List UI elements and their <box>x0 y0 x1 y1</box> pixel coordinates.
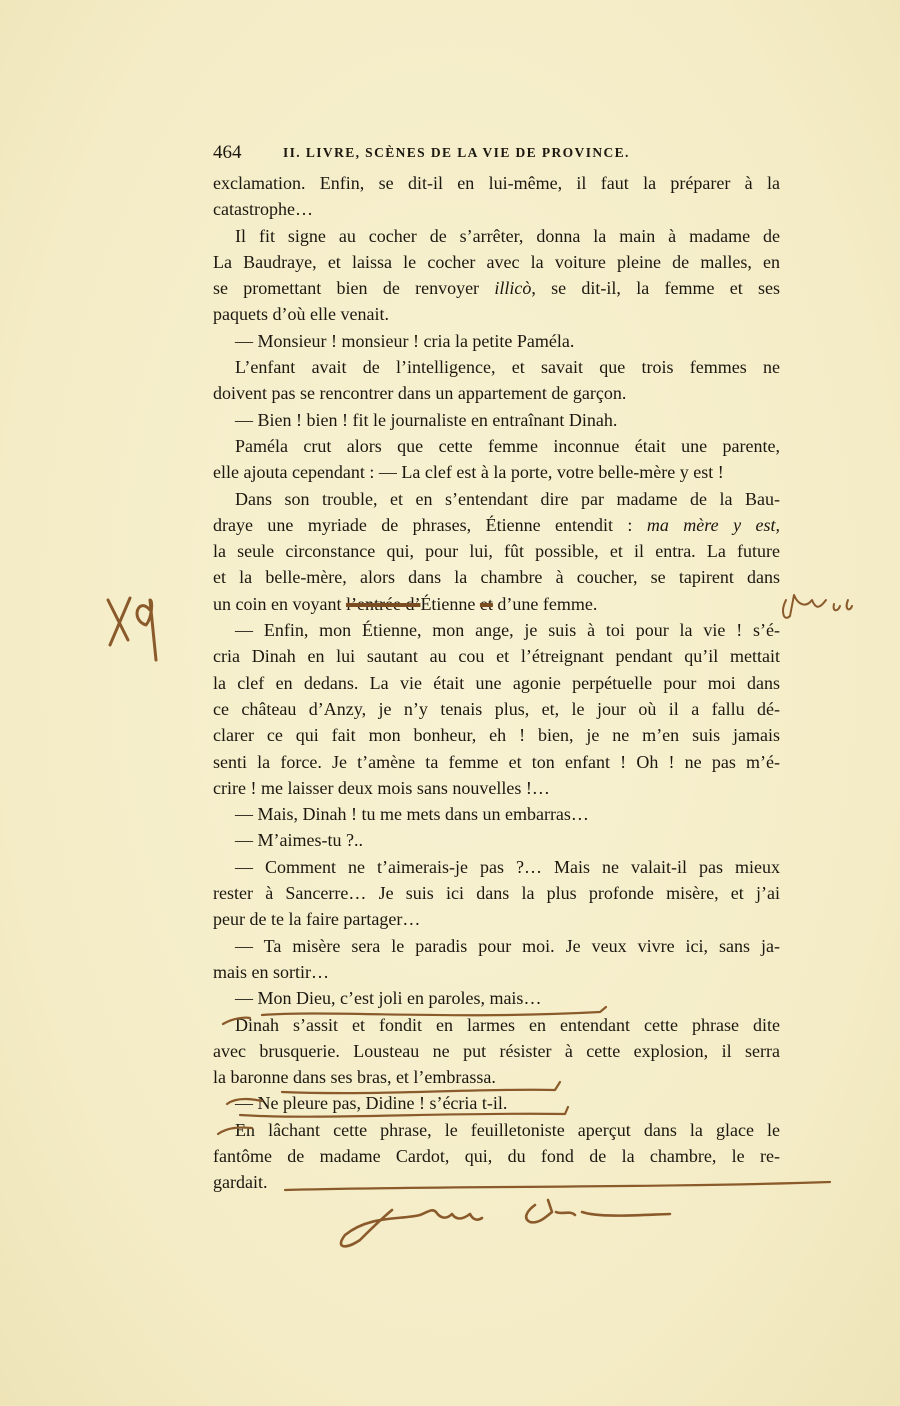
text-span: — Mon Dieu, c’est joli en paroles, mais… <box>235 988 542 1009</box>
page-number: 464 <box>213 142 242 163</box>
text-line <box>213 985 780 1011</box>
margin-mark-right <box>783 595 852 618</box>
text-line <box>213 1012 780 1038</box>
text-line <box>213 564 780 590</box>
text-span: En lâchant cette phrase, le feuilletoniste aperçut dans la glace le <box>235 1119 780 1140</box>
text-span: — Mais, Dinah ! tu me mets dans un embarras… <box>235 804 589 825</box>
struck-text: l’entrée d’ <box>345 593 421 614</box>
text-line <box>213 380 780 406</box>
text-line <box>213 959 780 985</box>
text-span: et la belle-mère, alors dans la chambre à coucher, se tapirent dans <box>213 567 780 588</box>
text-span: Dans son trouble, et en s’entendant dire par madame de la Bau- <box>235 488 780 509</box>
text-line <box>213 1064 780 1090</box>
text-span: — M’aimes-tu ?.. <box>235 830 363 851</box>
text-line <box>213 301 780 327</box>
text-line <box>213 933 780 959</box>
text-line <box>213 486 780 512</box>
text-span: — Bien ! bien ! fit le journaliste en entraînant Dinah. <box>235 409 618 430</box>
text-line <box>213 591 780 617</box>
text-span: senti la force. Je t’amène ta femme et ton enfant ! Oh ! ne pas m’é- <box>213 751 780 772</box>
text-span: Paméla crut alors que cette femme inconnue était une parente, <box>235 435 780 456</box>
text-line <box>213 1143 780 1169</box>
text-span: gardait. <box>213 1172 268 1193</box>
text-line <box>213 1117 780 1143</box>
text-span: elle ajouta cependant : — La clef est à la porte, votre belle-mère y est ! <box>213 462 724 483</box>
text-span: la baronne dans ses bras, et l’embrassa. <box>213 1067 496 1088</box>
text-line <box>213 196 780 222</box>
text-line <box>213 170 780 196</box>
text-line <box>213 223 780 249</box>
text-line <box>213 407 780 433</box>
text-span: exclamation. Enfin, se dit-il en lui-même, il faut la préparer à la <box>213 173 780 193</box>
text-line <box>213 538 780 564</box>
text-line <box>213 827 780 853</box>
text-line <box>213 1169 780 1195</box>
text-span: se promettant bien de renvoyer <box>213 278 495 299</box>
text-span: la seule circonstance qui, pour lui, fût possible, et il entra. La future <box>213 541 780 562</box>
text-span: draye une myriade de phrases, Étienne entendit : <box>213 514 647 535</box>
running-head: II. LIVRE, SCÈNES DE LA VIE DE PROVINCE. <box>283 145 630 160</box>
text-span: — Ne pleure pas, Didine ! s’écria t-il. <box>235 1093 508 1114</box>
text-span: clarer ce qui fait mon bonheur, eh ! bien, je ne m’en suis jamais <box>213 725 780 746</box>
text-line <box>213 354 780 380</box>
text-span: peur de te la faire partager… <box>213 909 421 930</box>
text-span: d’une femme. <box>492 593 598 614</box>
text-span: — Enfin, mon Étienne, mon ange, je suis à toi pour la vie ! s’é- <box>235 620 780 641</box>
text-span: paquets d’où elle venait. <box>213 304 389 325</box>
text-line <box>213 328 780 354</box>
text-line <box>213 906 780 932</box>
italic-text: ma mère y est, <box>646 514 780 535</box>
text-line <box>213 722 780 748</box>
text-span: crire ! me laisser deux mois sans nouvelles !… <box>213 777 550 798</box>
text-span: — Monsieur ! monsieur ! cria la petite Paméla. <box>235 330 575 351</box>
text-line <box>213 249 780 275</box>
text-line <box>213 512 780 538</box>
text-span: , se dit-il, la femme et ses <box>531 278 780 299</box>
page-header <box>213 142 783 166</box>
text-span: avec brusquerie. Lousteau ne put résister à cette explosion, il serra <box>213 1040 780 1061</box>
text-line <box>213 459 780 485</box>
text-span: Dinah s’assit et fondit en larmes en entendant cette phrase dite <box>235 1014 780 1035</box>
text-span: catastrophe… <box>213 199 313 220</box>
text-span: mais en sortir… <box>213 961 329 982</box>
text-line <box>213 433 780 459</box>
text-line <box>213 275 780 301</box>
body-text <box>213 170 780 1196</box>
text-line <box>213 1090 780 1116</box>
text-span: L’enfant avait de l’intelligence, et savait que trois femmes ne <box>235 357 780 378</box>
text-line <box>213 696 780 722</box>
struck-text: et <box>479 593 493 614</box>
text-span: Étienne <box>420 593 480 614</box>
text-span: rester à Sancerre… Je suis ici dans la plus profonde misère, et j’ai <box>213 883 780 904</box>
text-span: la clef en dedans. La vie était une agonie perpétuelle pour moi dans <box>213 672 780 693</box>
text-line <box>213 643 780 669</box>
margin-mark-left <box>108 598 156 660</box>
text-span: doivent pas se rencontrer dans un appartement de garçon. <box>213 383 627 404</box>
text-span: ce château d’Anzy, je n’y tenais plus, et, le jour où il a fallu dé- <box>213 698 780 719</box>
signature <box>341 1200 670 1246</box>
text-span: cria Dinah en lui sautant au cou et l’étreignant pendant qu’il mettait <box>213 646 780 667</box>
text-line <box>213 617 780 643</box>
text-line <box>213 775 780 801</box>
text-span: un coin en voyant <box>213 593 346 614</box>
text-line <box>213 854 780 880</box>
text-line <box>213 670 780 696</box>
text-line <box>213 749 780 775</box>
text-line <box>213 880 780 906</box>
text-line <box>213 1038 780 1064</box>
text-line <box>213 801 780 827</box>
text-span: La Baudraye, et laissa le cocher avec la voiture pleine de malles, en <box>213 251 780 272</box>
text-span: fantôme de madame Cardot, qui, du fond de la chambre, le re- <box>213 1145 780 1166</box>
text-span: — Comment ne t’aimerais-je pas ?… Mais ne valait-il pas mieux <box>235 856 780 877</box>
text-span: — Ta misère sera le paradis pour moi. Je veux vivre ici, sans ja- <box>235 935 780 956</box>
italic-text: illicò <box>494 278 532 299</box>
text-span: Il fit signe au cocher de s’arrêter, donna la main à madame de <box>235 225 780 246</box>
